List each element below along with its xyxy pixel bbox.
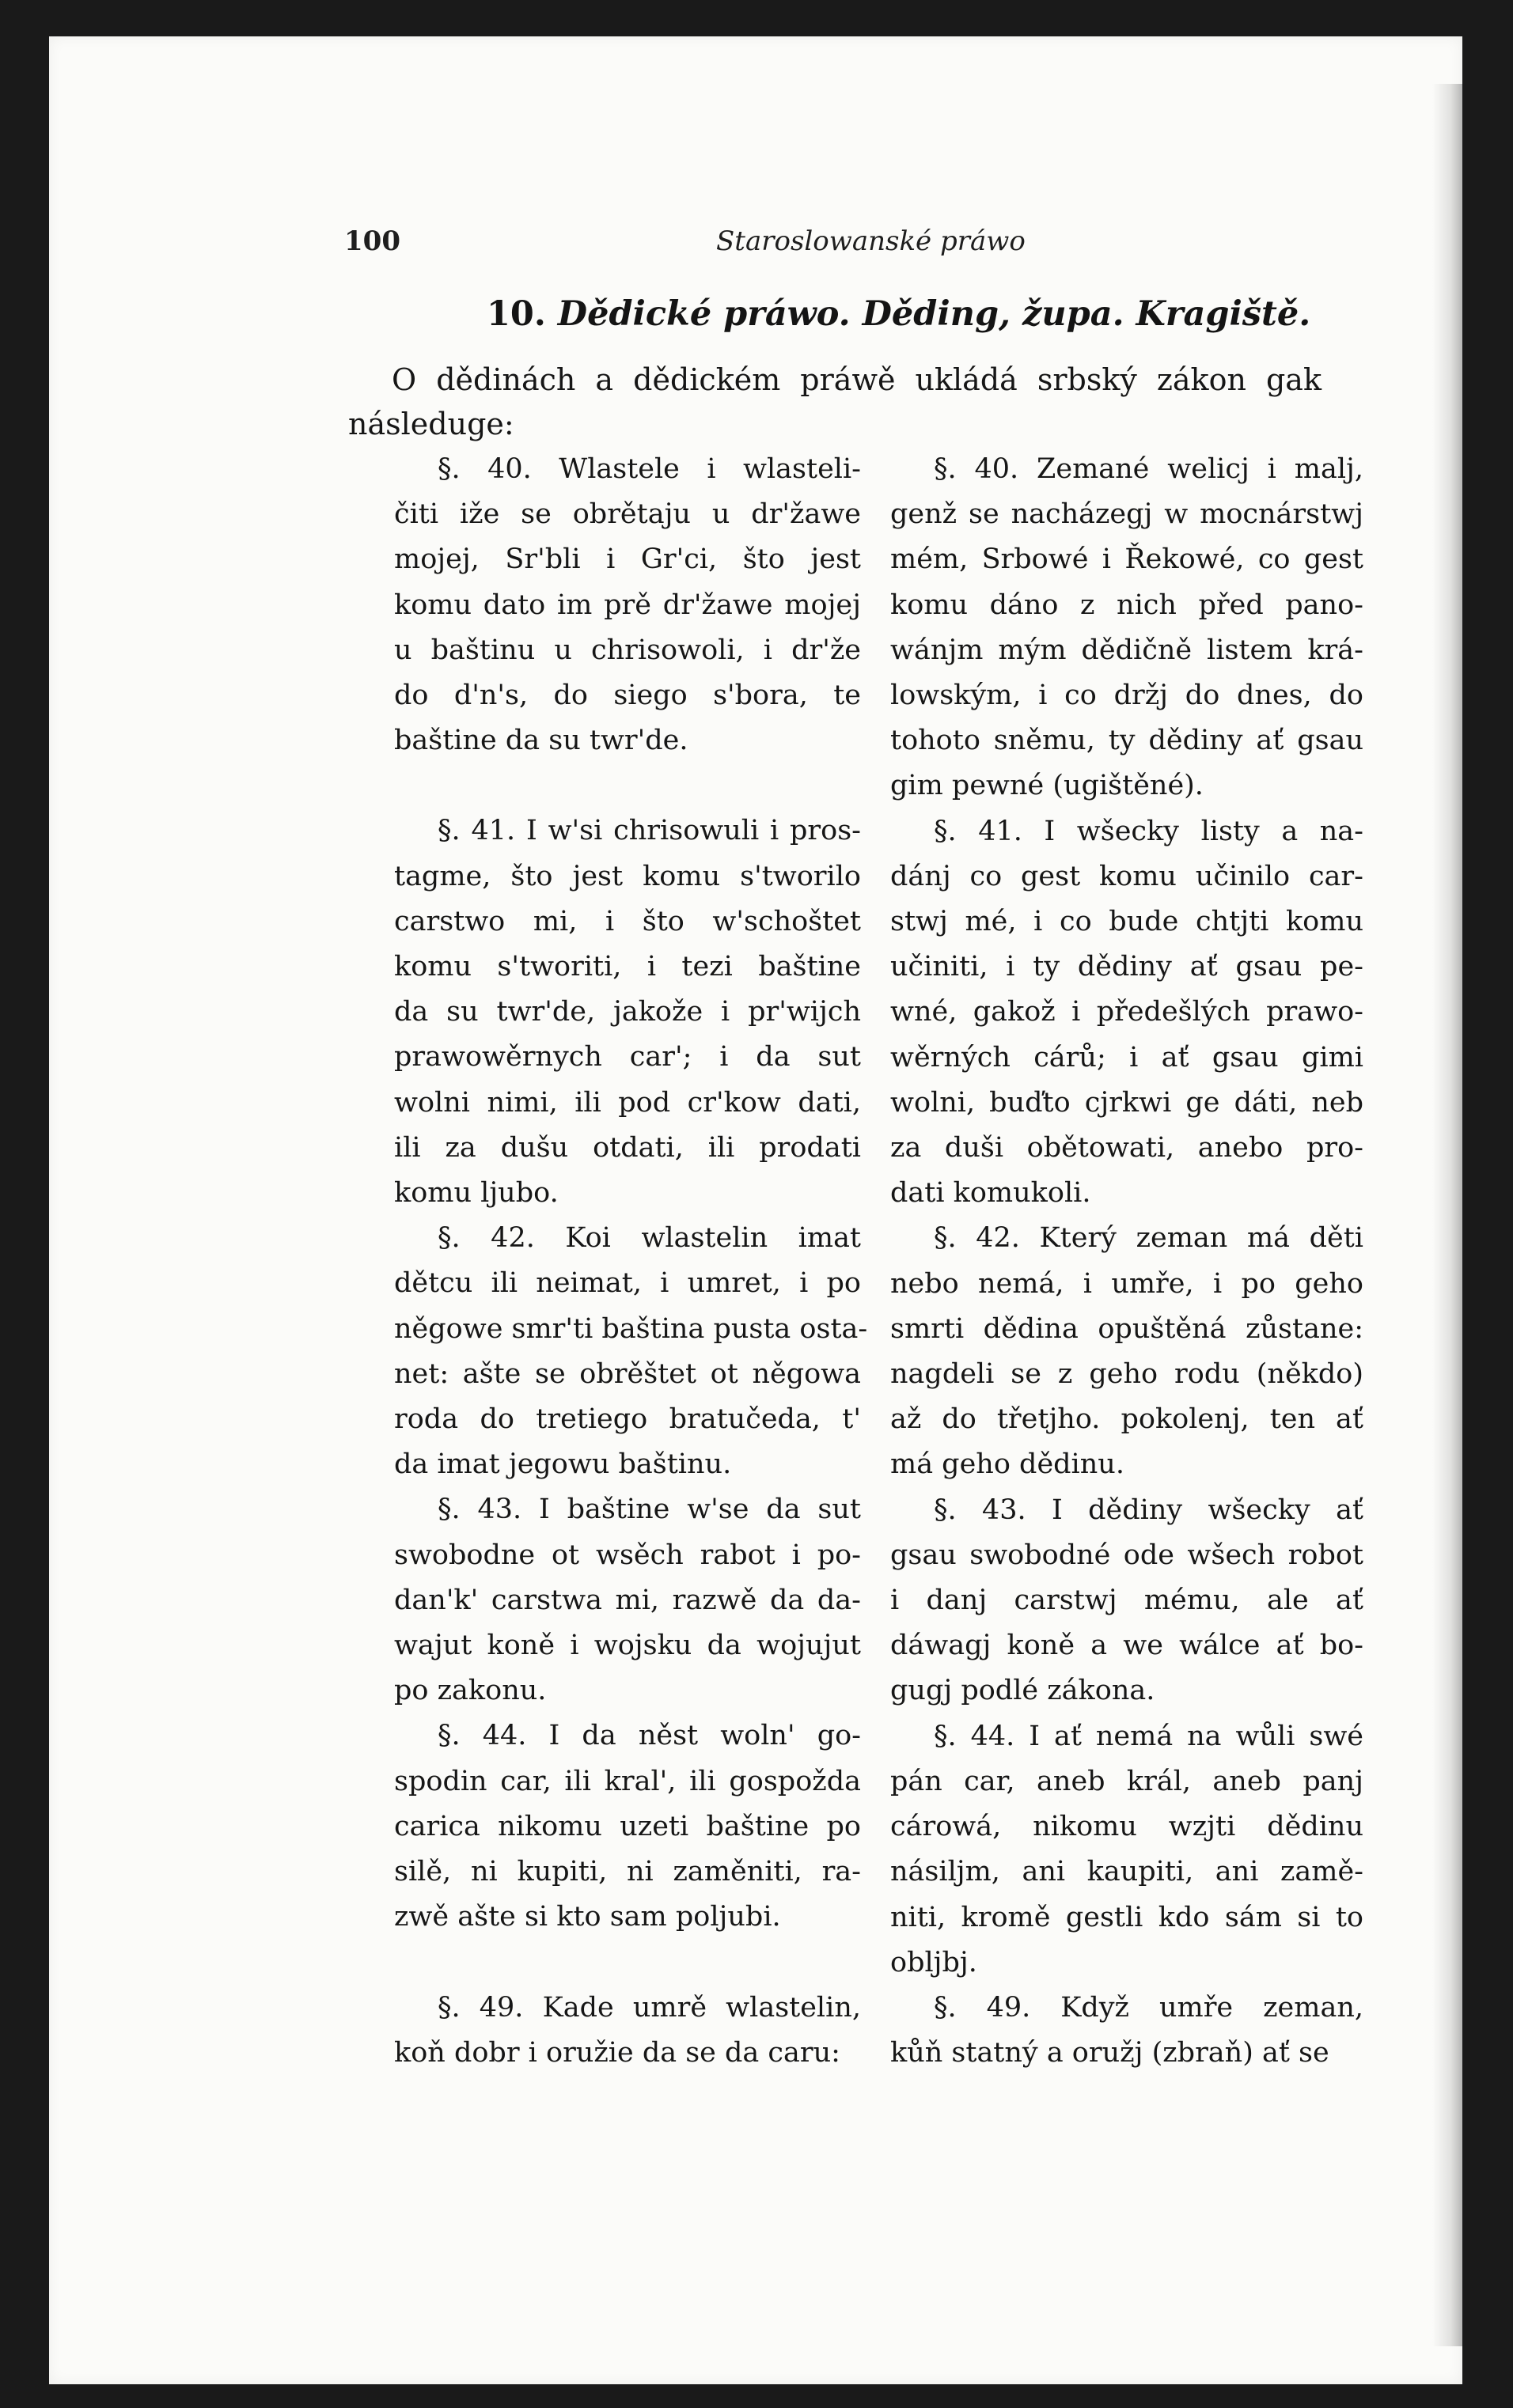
intro-line-2: následuge: — [348, 407, 514, 441]
text-line: gugj podlé zákona. — [890, 1675, 1155, 1707]
text-line: tohoto sněmu, ty dědiny ať gsau — [890, 725, 1363, 757]
text-line: §. 42. Který zeman má děti — [934, 1222, 1363, 1255]
text-line: §. 43. I dědiny wšecky ať — [934, 1494, 1363, 1526]
paragraph — [394, 808, 861, 1216]
text-line: spodin car, ili kral', ili gospožda — [394, 1765, 861, 1797]
text-line: §. 44. I ať nemá na wůli swé — [934, 1720, 1363, 1752]
paragraph-gap — [394, 1940, 861, 1986]
text-line: §. 41. I wšecky listy a na- — [934, 815, 1363, 847]
section-title-rest: Děding, župa. Kragiště. — [862, 294, 1311, 334]
text-line: da su twr'de, jakože i pr'wijch — [394, 996, 861, 1028]
text-line: zwě ašte si kto sam poljubi. — [394, 1901, 781, 1933]
text-line: lowským, i co držj do dnes, do — [890, 680, 1363, 712]
text-line: pán car, aneb král, aneb panj — [890, 1765, 1363, 1797]
text-line: u baštinu u chrisowoli, i dr'že — [394, 634, 861, 666]
running-head — [344, 225, 1318, 265]
text-line: koň dobr i oružie da se da caru: — [394, 2036, 840, 2069]
section-heading — [487, 294, 1310, 334]
text-line: wánjm mým dědičně listem krá- — [890, 634, 1363, 666]
text-line: mém, Srbowé i Řekowé, co gest — [890, 543, 1363, 576]
paragraph — [890, 447, 1363, 809]
text-line: §. 49. Když umře zeman, — [934, 1991, 1363, 2024]
text-line: roda do tretiego bratučeda, t' — [394, 1403, 861, 1436]
text-line: silě, ni kupiti, ni zaměniti, ra- — [394, 1856, 861, 1888]
section-number: 10. — [487, 294, 546, 334]
paragraph — [890, 809, 1363, 1217]
text-line: násiljm, ani kaupiti, ani zamě- — [890, 1856, 1363, 1888]
text-line: §. 41. I w'si chrisowuli i pros- — [438, 815, 861, 847]
text-line: dětcu ili neimat, i umret, i po — [394, 1267, 861, 1300]
text-line: mojej, Sr'bli i Gr'ci, što jest — [394, 543, 861, 576]
section-title-main: Dědické práwo. — [557, 294, 851, 334]
paragraph — [394, 1986, 861, 2076]
paragraph — [394, 1713, 861, 1940]
text-line: niti, kromě gestli kdo sám si to — [890, 1901, 1363, 1933]
paragraph — [890, 1714, 1363, 1986]
text-line: obljbj. — [890, 1946, 977, 1978]
right-column-czech — [890, 447, 1363, 2076]
text-line: net: ašte se obrěštet ot něgowa — [394, 1357, 861, 1390]
text-line: §. 40. Wlastele i wlasteli- — [438, 453, 861, 485]
text-line: genž se nacházegj w mocnárstwj — [890, 498, 1363, 531]
text-line: §. 49. Kade umrě wlastelin, — [438, 1991, 861, 2024]
left-column-old-slavonic — [394, 447, 868, 2076]
text-line: carica nikomu uzeti baštine po — [394, 1810, 861, 1842]
text-line: něgowe smr'ti baština pusta osta- — [394, 1312, 868, 1345]
scan-edge-shadow — [1432, 84, 1462, 2346]
text-line: wajut koně i wojsku da wojujut — [394, 1630, 861, 1662]
text-line: dan'k' carstwa mi, razwě da da- — [394, 1584, 861, 1616]
text-line: čiti iže se obrětaju u dr'žawe — [394, 498, 861, 531]
text-line: wné, gakož i předešlých prawo- — [890, 996, 1363, 1028]
text-line: §. 44. I da něst woln' go- — [438, 1720, 861, 1752]
text-line: dánj co gest komu učinilo car- — [890, 860, 1363, 892]
text-line: komu s'tworiti, i tezi baštine — [394, 951, 861, 983]
text-line: kůň statný a oružj (zbraň) ať se — [890, 2037, 1329, 2069]
page-number: 100 — [344, 225, 400, 257]
text-line: nagdeli se z geho rodu (někdo) — [890, 1358, 1363, 1391]
text-line: komu ljubo. — [394, 1177, 559, 1210]
paragraph — [890, 1488, 1363, 1714]
text-line: prawowěrnych car'; i da sut — [394, 1041, 861, 1073]
paragraph — [394, 1216, 868, 1487]
text-line: nebo nemá, i umře, i po geho — [890, 1267, 1363, 1300]
paragraph — [394, 447, 861, 763]
text-line: komu dato im prě dr'žawe mojej — [394, 589, 861, 621]
paragraph — [890, 1986, 1363, 2076]
text-line: smrti dědina opuštěná zůstane: — [890, 1312, 1363, 1345]
text-line: komu dáno z nich před pano- — [890, 589, 1363, 621]
text-line: §. 40. Zemané welicj i malj, — [934, 453, 1363, 485]
text-line: učiniti, i ty dědiny ať gsau pe- — [890, 951, 1363, 983]
text-line: gsau swobodné ode wšech robot — [890, 1539, 1363, 1571]
text-line: gim pewné (ugištěné). — [890, 770, 1204, 802]
text-line: wolni nimi, ili pod cr'kow dati, — [394, 1086, 861, 1119]
text-line: dáwagj koně a we wálce ať bo- — [890, 1630, 1363, 1662]
text-line: da imat jegowu baštinu. — [394, 1448, 732, 1481]
text-line: cárowá, nikomu wzjti dědinu — [890, 1811, 1363, 1843]
text-line: §. 43. I baštine w'se da sut — [438, 1494, 861, 1526]
text-line: dati komukoli. — [890, 1177, 1091, 1210]
text-line: do d'n's, do siego s'bora, te — [394, 680, 861, 712]
text-line: až do třetjho. pokolenj, ten ať — [890, 1403, 1363, 1436]
text-line: za duši obětowati, anebo pro- — [890, 1132, 1363, 1164]
text-line: wolni, buďto cjrkwi ge dáti, neb — [890, 1086, 1363, 1119]
text-line: tagme, što jest komu s'tworilo — [394, 860, 861, 892]
paragraph-gap — [394, 763, 861, 808]
running-title: Staroslowanské práwo — [716, 225, 1026, 257]
text-line: má geho dědinu. — [890, 1448, 1124, 1481]
text-line: po zakonu. — [394, 1675, 547, 1707]
text-line: stwj mé, i co bude chtjti komu — [890, 906, 1363, 938]
text-line: §. 42. Koi wlastelin imat — [438, 1222, 861, 1255]
intro-line-1: O dědinách a dědickém práwě ukládá srbský zákon gak — [392, 362, 1322, 397]
text-line: baštine da su twr'de. — [394, 725, 688, 757]
intro-paragraph — [348, 358, 1322, 446]
text-line: wěrných cárů; i ať gsau gimi — [890, 1041, 1363, 1073]
text-line: swobodne ot wsěch rabot i po- — [394, 1539, 861, 1571]
text-line: i danj carstwj mému, ale ať — [890, 1585, 1363, 1617]
paragraph — [394, 1487, 861, 1713]
text-line: carstwo mi, i što w'schoštet — [394, 905, 861, 937]
text-line: ili za dušu otdati, ili prodati — [394, 1131, 861, 1164]
paragraph — [890, 1216, 1363, 1487]
